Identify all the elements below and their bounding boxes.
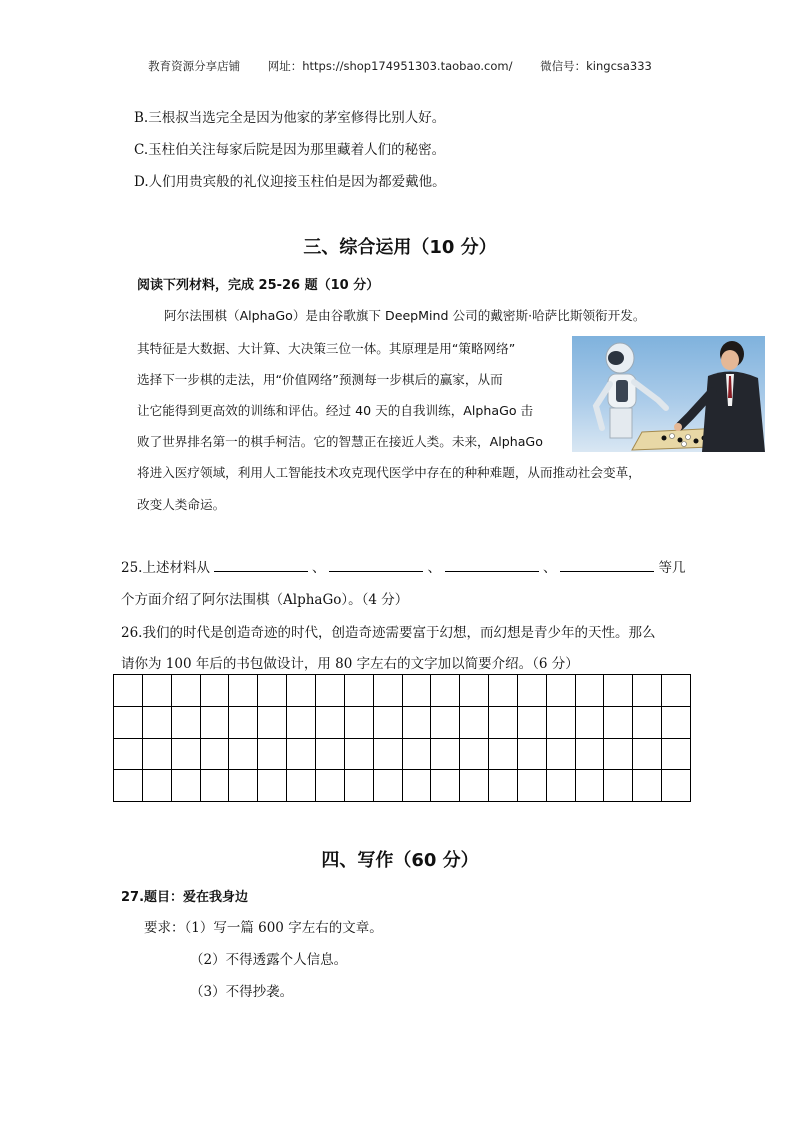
grid-cell[interactable] bbox=[172, 707, 201, 739]
grid-cell[interactable] bbox=[460, 675, 489, 707]
grid-cell[interactable] bbox=[604, 707, 633, 739]
robot-player-illustration bbox=[572, 336, 765, 452]
grid-cell[interactable] bbox=[547, 675, 576, 707]
q25-blank-3[interactable] bbox=[445, 558, 539, 572]
grid-cell[interactable] bbox=[172, 770, 201, 802]
grid-cell[interactable] bbox=[374, 707, 403, 739]
grid-cell[interactable] bbox=[287, 707, 316, 739]
grid-cell[interactable] bbox=[518, 770, 547, 802]
grid-cell[interactable] bbox=[345, 770, 374, 802]
grid-cell[interactable] bbox=[114, 739, 143, 771]
grid-cell[interactable] bbox=[258, 707, 287, 739]
q25-line-1 bbox=[121, 556, 685, 576]
q25-sep-3: 、 bbox=[542, 560, 557, 576]
grid-cell[interactable] bbox=[633, 739, 662, 771]
requirement-3: （3）不得抄袭。 bbox=[190, 984, 294, 1000]
q26-line-2: 请你为 100 年后的书包做设计，用 80 字左右的文字加以简要介绍。（6 分） bbox=[121, 656, 579, 672]
grid-cell[interactable] bbox=[287, 739, 316, 771]
requirement-1: 要求：（1）写一篇 600 字左右的文章。 bbox=[144, 920, 383, 936]
grid-cell[interactable] bbox=[201, 675, 230, 707]
passage-line-2: 其特征是大数据、大计算、大决策三位一体。其原理是用“策略网络” bbox=[137, 341, 516, 356]
q25-sep-2: 、 bbox=[427, 560, 441, 576]
passage-line-3: 选择下一步棋的走法，用“价值网络”预测每一步棋后的赢家，从而 bbox=[137, 372, 503, 387]
requirement-2: （2）不得透露个人信息。 bbox=[190, 952, 348, 968]
option-c: C.玉柱伯关注每家后院是因为那里藏着人们的秘密。 bbox=[134, 142, 446, 158]
q25-prefix: 25.上述材料从 bbox=[121, 560, 210, 576]
q25-line-2: 个方面介绍了阿尔法围棋（AlphaGo）。（4 分） bbox=[121, 592, 409, 608]
grid-cell[interactable] bbox=[114, 675, 143, 707]
grid-cell[interactable] bbox=[604, 675, 633, 707]
grid-cell[interactable] bbox=[547, 739, 576, 771]
grid-cell[interactable] bbox=[576, 770, 605, 802]
grid-cell[interactable] bbox=[114, 770, 143, 802]
grid-cell[interactable] bbox=[489, 770, 518, 802]
grid-cell[interactable] bbox=[374, 739, 403, 771]
grid-cell[interactable] bbox=[345, 675, 374, 707]
grid-cell[interactable] bbox=[431, 675, 460, 707]
grid-cell[interactable] bbox=[143, 707, 172, 739]
header-shop: 教育资源分享店铺 bbox=[148, 59, 241, 73]
grid-cell[interactable] bbox=[229, 770, 258, 802]
grid-cell[interactable] bbox=[576, 675, 605, 707]
grid-cell[interactable] bbox=[489, 707, 518, 739]
grid-cell[interactable] bbox=[431, 739, 460, 771]
grid-cell[interactable] bbox=[489, 739, 518, 771]
grid-cell[interactable] bbox=[489, 675, 518, 707]
grid-cell[interactable] bbox=[258, 770, 287, 802]
grid-cell[interactable] bbox=[403, 739, 432, 771]
grid-cell[interactable] bbox=[547, 707, 576, 739]
grid-cell[interactable] bbox=[143, 739, 172, 771]
option-d: D.人们用贵宾般的礼仪迎接玉柱伯是因为都爱戴他。 bbox=[134, 174, 446, 190]
q25-blank-4[interactable] bbox=[560, 558, 654, 572]
grid-cell[interactable] bbox=[345, 707, 374, 739]
grid-cell[interactable] bbox=[403, 770, 432, 802]
q25-suffix: 等几 bbox=[658, 560, 686, 576]
grid-cell[interactable] bbox=[316, 707, 345, 739]
grid-cell[interactable] bbox=[576, 739, 605, 771]
grid-cell[interactable] bbox=[633, 675, 662, 707]
option-b: B.三根叔当选完全是因为他家的茅室修得比别人好。 bbox=[134, 110, 446, 126]
grid-cell[interactable] bbox=[431, 770, 460, 802]
page-header bbox=[0, 58, 800, 74]
passage-line-7: 改变人类命运。 bbox=[137, 497, 226, 512]
grid-cell[interactable] bbox=[201, 707, 230, 739]
section3-instruction: 阅读下列材料，完成 25-26 题（10 分） bbox=[137, 278, 380, 293]
grid-cell[interactable] bbox=[172, 739, 201, 771]
section3-title: 三、综合运用（10 分） bbox=[303, 237, 497, 258]
q25-blank-1[interactable] bbox=[214, 558, 308, 572]
passage-line-4: 让它能得到更高效的训练和评估。经过 40 天的自我训练，AlphaGo 击 bbox=[137, 403, 534, 418]
grid-cell[interactable] bbox=[316, 675, 345, 707]
q27-title: 27.题目：爱在我身边 bbox=[121, 890, 249, 905]
passage-line-5: 败了世界排名第一的棋手柯洁。它的智慧正在接近人类。未来，AlphaGo bbox=[137, 434, 543, 449]
alphago-photo bbox=[572, 336, 765, 452]
q25-sep-1: 、 bbox=[311, 560, 326, 576]
grid-cell[interactable] bbox=[345, 739, 374, 771]
grid-cell[interactable] bbox=[316, 770, 345, 802]
grid-cell[interactable] bbox=[662, 739, 691, 771]
grid-cell[interactable] bbox=[229, 739, 258, 771]
grid-cell[interactable] bbox=[143, 770, 172, 802]
grid-cell[interactable] bbox=[633, 707, 662, 739]
q26-line-1: 26.我们的时代是创造奇迹的时代，创造奇迹需要富于幻想，而幻想是青少年的天性。那么 bbox=[121, 625, 656, 641]
grid-cell[interactable] bbox=[287, 770, 316, 802]
grid-cell[interactable] bbox=[460, 707, 489, 739]
grid-cell[interactable] bbox=[460, 739, 489, 771]
header-url: 网址：https://shop174951303.taobao.com/ bbox=[267, 59, 513, 73]
grid-cell[interactable] bbox=[403, 707, 432, 739]
grid-cell[interactable] bbox=[114, 707, 143, 739]
grid-cell[interactable] bbox=[662, 770, 691, 802]
grid-cell[interactable] bbox=[258, 675, 287, 707]
grid-cell[interactable] bbox=[201, 770, 230, 802]
grid-cell[interactable] bbox=[229, 707, 258, 739]
grid-cell[interactable] bbox=[604, 770, 633, 802]
grid-cell[interactable] bbox=[172, 675, 201, 707]
grid-cell[interactable] bbox=[201, 739, 230, 771]
answer-grid[interactable] bbox=[113, 674, 691, 802]
grid-cell[interactable] bbox=[374, 770, 403, 802]
grid-cell[interactable] bbox=[287, 675, 316, 707]
grid-cell[interactable] bbox=[143, 675, 172, 707]
grid-cell[interactable] bbox=[229, 675, 258, 707]
grid-cell[interactable] bbox=[633, 770, 662, 802]
grid-cell[interactable] bbox=[547, 770, 576, 802]
grid-cell[interactable] bbox=[316, 739, 345, 771]
passage-line-1: 阿尔法围棋（AlphaGo）是由谷歌旗下 DeepMind 公司的戴密斯·哈萨比斯领衔开发。 bbox=[164, 308, 646, 323]
grid-cell[interactable] bbox=[518, 739, 547, 771]
grid-cell[interactable] bbox=[258, 739, 287, 771]
passage-line-6: 将进入医疗领域，利用人工智能技术攻克现代医学中存在的种种难题，从而推动社会变革， bbox=[137, 465, 641, 480]
grid-cell[interactable] bbox=[604, 739, 633, 771]
grid-cell[interactable] bbox=[431, 707, 460, 739]
grid-cell[interactable] bbox=[518, 675, 547, 707]
grid-cell[interactable] bbox=[374, 675, 403, 707]
section4-title: 四、写作（60 分） bbox=[321, 850, 479, 871]
grid-cell[interactable] bbox=[403, 675, 432, 707]
grid-cell[interactable] bbox=[576, 707, 605, 739]
grid-cell[interactable] bbox=[662, 675, 691, 707]
grid-cell[interactable] bbox=[518, 707, 547, 739]
grid-cell[interactable] bbox=[460, 770, 489, 802]
header-wechat: 微信号：kingcsa333 bbox=[540, 59, 652, 73]
grid-cell[interactable] bbox=[662, 707, 691, 739]
q25-blank-2[interactable] bbox=[329, 558, 423, 572]
